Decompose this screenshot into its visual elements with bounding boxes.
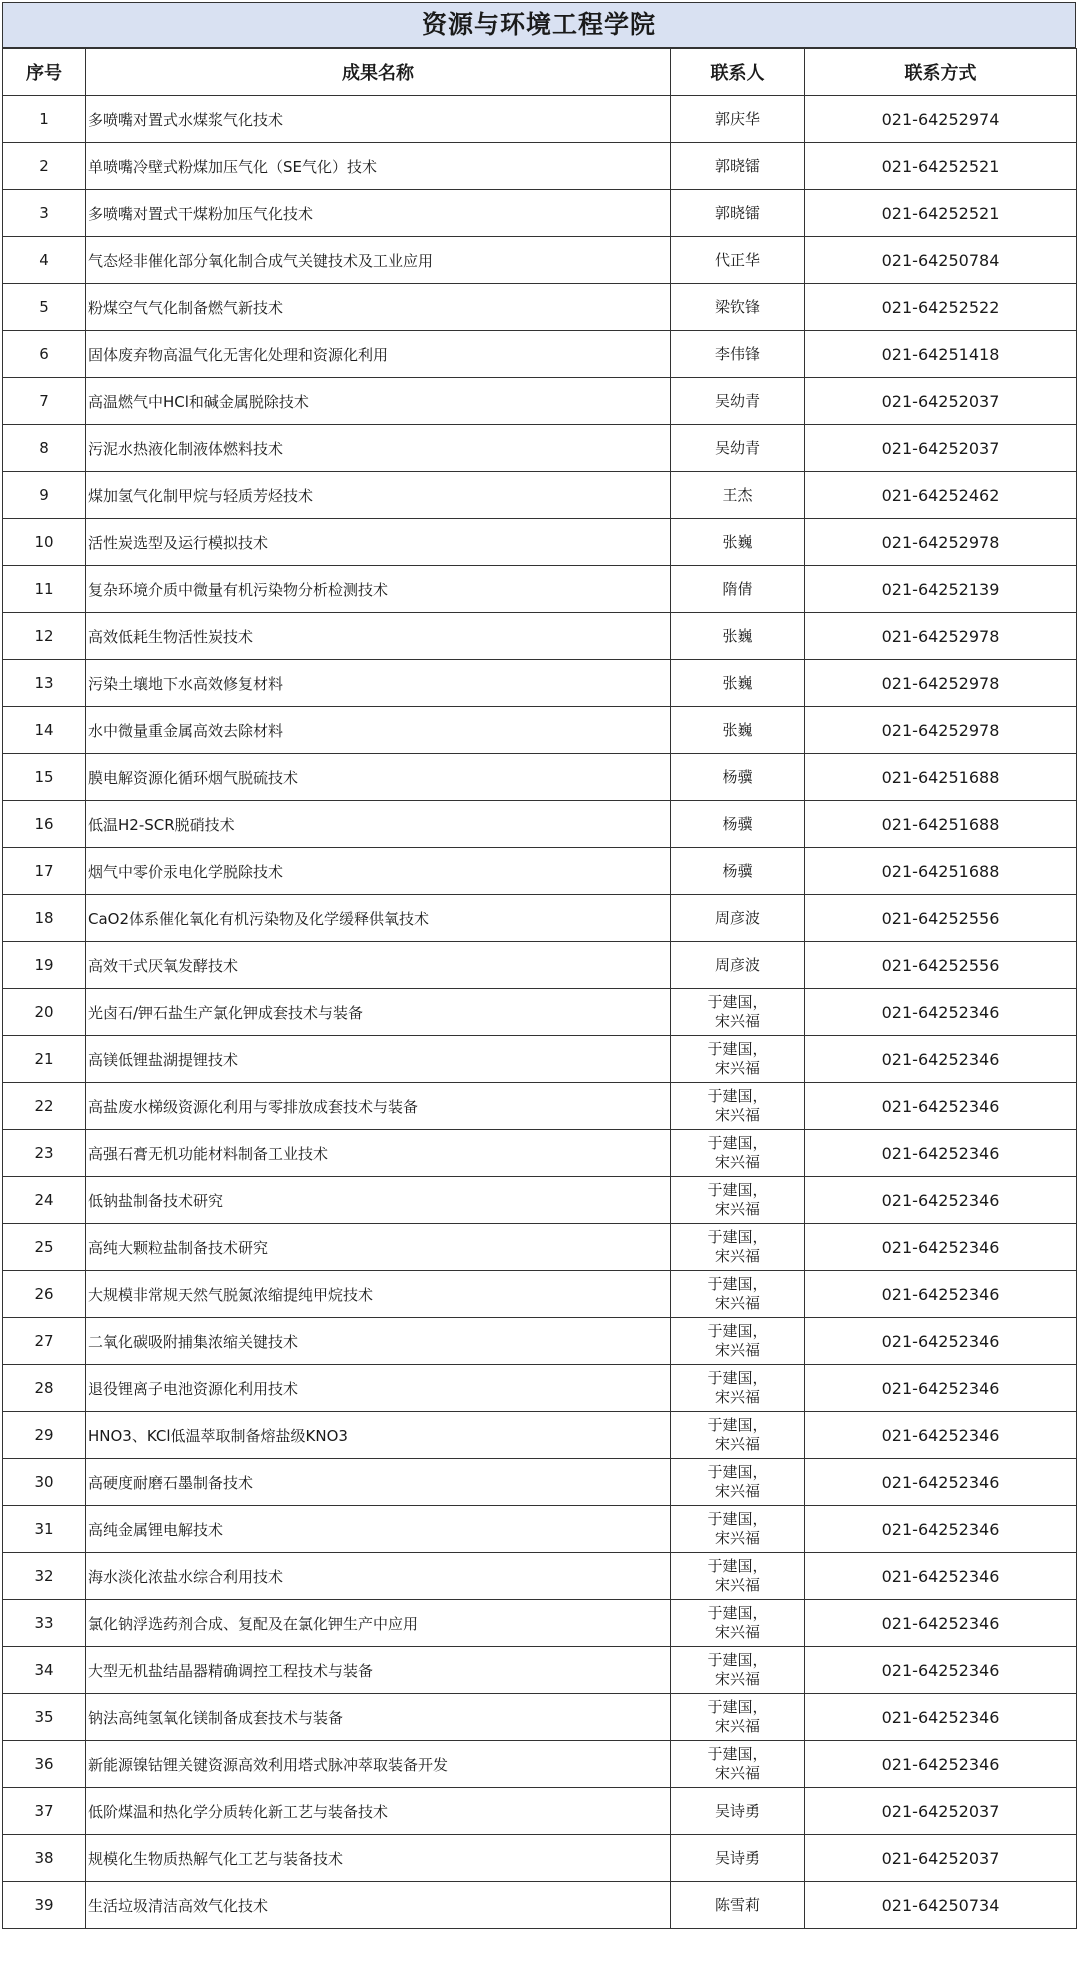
contact-person-name: 于建国， [707, 1651, 768, 1669]
contact-person-name-2: 宋兴福 [714, 1670, 760, 1688]
header-achievement-name: 成果名称 [86, 49, 671, 96]
achievement-name: 海水淡化浓盐水综合利用技术 [86, 1553, 671, 1600]
achievement-name: 高盐废水梯级资源化利用与零排放成套技术与装备 [86, 1083, 671, 1130]
table-row [3, 1177, 1077, 1224]
row-index: 11 [3, 566, 86, 613]
contact-person-name: 郭晓镭 [714, 203, 760, 222]
contact-person [671, 1694, 805, 1741]
contact-person-name: 李伟锋 [714, 344, 760, 363]
contact-person [671, 519, 805, 566]
contact-person [671, 1318, 805, 1365]
row-index: 12 [3, 613, 86, 660]
contact-phone: 021-64252346 [805, 1365, 1077, 1412]
contact-phone: 021-64252556 [805, 942, 1077, 989]
contact-person [671, 1365, 805, 1412]
contact-phone: 021-64252978 [805, 660, 1077, 707]
row-index: 39 [3, 1882, 86, 1929]
achievement-name: 水中微量重金属高效去除材料 [86, 707, 671, 754]
table-row [3, 1741, 1077, 1788]
contact-person-name-2: 宋兴福 [714, 1388, 760, 1406]
achievement-name: 低温H2-SCR脱硝技术 [86, 801, 671, 848]
achievement-name: 氯化钠浮选药剂合成、复配及在氯化钾生产中应用 [86, 1600, 671, 1647]
contact-person-name: 于建国， [707, 1557, 768, 1575]
contact-phone: 021-64252346 [805, 1506, 1077, 1553]
table-row [3, 754, 1077, 801]
contact-person [671, 801, 805, 848]
contact-phone: 021-64252037 [805, 378, 1077, 425]
contact-person-name: 吴幼青 [714, 391, 760, 410]
row-index: 19 [3, 942, 86, 989]
contact-phone: 021-64252346 [805, 1177, 1077, 1224]
contact-person-name: 吴诗勇 [714, 1848, 760, 1867]
contact-person-name-2: 宋兴福 [714, 1012, 760, 1030]
contact-phone: 021-64252346 [805, 1553, 1077, 1600]
document-sheet [2, 2, 1076, 1929]
table-row [3, 895, 1077, 942]
contact-person [671, 1553, 805, 1600]
table-row [3, 989, 1077, 1036]
contact-phone: 021-64252346 [805, 1459, 1077, 1506]
contact-person [671, 1741, 805, 1788]
row-index: 29 [3, 1412, 86, 1459]
contact-person [671, 96, 805, 143]
contact-phone: 021-64252346 [805, 1036, 1077, 1083]
contact-phone: 021-64252037 [805, 1835, 1077, 1882]
contact-person-name-2: 宋兴福 [714, 1435, 760, 1453]
contact-person [671, 1600, 805, 1647]
table-row [3, 1506, 1077, 1553]
contact-person-name-2: 宋兴福 [714, 1482, 760, 1500]
table-row [3, 1412, 1077, 1459]
contact-person-name: 于建国， [707, 993, 768, 1011]
table-row [3, 1835, 1077, 1882]
achievement-name: 煤加氢气化制甲烷与轻质芳烃技术 [86, 472, 671, 519]
contact-person-name-2: 宋兴福 [714, 1623, 760, 1641]
contact-person-name: 张巍 [722, 532, 753, 551]
table-row [3, 1553, 1077, 1600]
contact-phone: 021-64252346 [805, 989, 1077, 1036]
achievement-name: 活性炭选型及运行模拟技术 [86, 519, 671, 566]
contact-person-name-2: 宋兴福 [714, 1059, 760, 1077]
contact-person-name: 于建国， [707, 1275, 768, 1293]
contact-person-name: 于建国， [707, 1181, 768, 1199]
contact-phone: 021-64252037 [805, 1788, 1077, 1835]
contact-phone: 021-64252978 [805, 707, 1077, 754]
table-header-row [3, 49, 1077, 96]
table-row [3, 143, 1077, 190]
achievement-name: 高硬度耐磨石墨制备技术 [86, 1459, 671, 1506]
achievement-name: 复杂环境介质中微量有机污染物分析检测技术 [86, 566, 671, 613]
row-index: 14 [3, 707, 86, 754]
contact-person [671, 284, 805, 331]
table-row [3, 237, 1077, 284]
contact-person-name: 陈雪莉 [714, 1895, 760, 1914]
table-row [3, 707, 1077, 754]
table-row [3, 1600, 1077, 1647]
contact-phone: 021-64252556 [805, 895, 1077, 942]
row-index: 4 [3, 237, 86, 284]
table-row [3, 472, 1077, 519]
contact-person [671, 1647, 805, 1694]
contact-person-name: 于建国， [707, 1698, 768, 1716]
achievement-name: 高纯金属锂电解技术 [86, 1506, 671, 1553]
contact-phone: 021-64252522 [805, 284, 1077, 331]
table-row [3, 425, 1077, 472]
row-index: 17 [3, 848, 86, 895]
achievement-name: 高效低耗生物活性炭技术 [86, 613, 671, 660]
contact-person-name: 王杰 [722, 485, 753, 504]
row-index: 38 [3, 1835, 86, 1882]
contact-person [671, 707, 805, 754]
header-index: 序号 [3, 49, 86, 96]
achievement-name: 生活垃圾清洁高效气化技术 [86, 1882, 671, 1929]
table-row [3, 1036, 1077, 1083]
header-contact-person: 联系人 [671, 49, 805, 96]
achievement-name: 低钠盐制备技术研究 [86, 1177, 671, 1224]
achievement-name: HNO3、KCl低温萃取制备熔盐级KNO3 [86, 1412, 671, 1459]
row-index: 28 [3, 1365, 86, 1412]
achievement-name: 二氧化碳吸附捕集浓缩关键技术 [86, 1318, 671, 1365]
row-index: 32 [3, 1553, 86, 1600]
row-index: 21 [3, 1036, 86, 1083]
achievement-name: 高强石膏无机功能材料制备工业技术 [86, 1130, 671, 1177]
contact-person-name: 张巍 [722, 626, 753, 645]
achievement-name: 粉煤空气气化制备燃气新技术 [86, 284, 671, 331]
contact-phone: 021-64252346 [805, 1318, 1077, 1365]
contact-person [671, 660, 805, 707]
contact-person [671, 942, 805, 989]
row-index: 7 [3, 378, 86, 425]
achievement-name: 膜电解资源化循环烟气脱硫技术 [86, 754, 671, 801]
achievement-name: 光卤石/钾石盐生产氯化钾成套技术与装备 [86, 989, 671, 1036]
table-row [3, 284, 1077, 331]
contact-person-name: 吴诗勇 [714, 1801, 760, 1820]
achievement-name: 高镁低锂盐湖提锂技术 [86, 1036, 671, 1083]
contact-person-name: 于建国， [707, 1510, 768, 1528]
contact-phone: 021-64250784 [805, 237, 1077, 284]
contact-person-name-2: 宋兴福 [714, 1576, 760, 1594]
contact-person [671, 425, 805, 472]
row-index: 25 [3, 1224, 86, 1271]
contact-person-name: 郭晓镭 [714, 156, 760, 175]
table-row [3, 1459, 1077, 1506]
contact-phone: 021-64252346 [805, 1600, 1077, 1647]
achievement-name: 大型无机盐结晶器精确调控工程技术与装备 [86, 1647, 671, 1694]
table-row [3, 848, 1077, 895]
row-index: 8 [3, 425, 86, 472]
achievement-name: 高效干式厌氧发酵技术 [86, 942, 671, 989]
table-row [3, 1788, 1077, 1835]
table-row [3, 331, 1077, 378]
achievement-name: 污泥水热液化制液体燃料技术 [86, 425, 671, 472]
table-row [3, 190, 1077, 237]
contact-person-name: 代正华 [714, 250, 760, 269]
contact-person-name-2: 宋兴福 [714, 1106, 760, 1124]
row-index: 3 [3, 190, 86, 237]
achievement-name: 低阶煤温和热化学分质转化新工艺与装备技术 [86, 1788, 671, 1835]
contact-person-name: 于建国， [707, 1463, 768, 1481]
achievement-name: 高纯大颗粒盐制备技术研究 [86, 1224, 671, 1271]
contact-person-name: 郭庆华 [714, 109, 760, 128]
contact-phone: 021-64252521 [805, 143, 1077, 190]
contact-person [671, 1083, 805, 1130]
contact-phone: 021-64252346 [805, 1224, 1077, 1271]
contact-phone: 021-64252139 [805, 566, 1077, 613]
row-index: 33 [3, 1600, 86, 1647]
contact-phone: 021-64250734 [805, 1882, 1077, 1929]
contact-phone: 021-64252346 [805, 1083, 1077, 1130]
contact-phone: 021-64251688 [805, 848, 1077, 895]
contact-person-name: 梁钦锋 [714, 297, 760, 316]
achievements-table [2, 48, 1077, 1929]
contact-phone: 021-64252346 [805, 1694, 1077, 1741]
contact-person-name-2: 宋兴福 [714, 1717, 760, 1735]
row-index: 15 [3, 754, 86, 801]
table-row [3, 942, 1077, 989]
row-index: 27 [3, 1318, 86, 1365]
contact-person-name: 隋倩 [722, 579, 753, 598]
contact-person [671, 989, 805, 1036]
row-index: 34 [3, 1647, 86, 1694]
row-index: 10 [3, 519, 86, 566]
contact-person-name: 于建国， [707, 1087, 768, 1105]
row-index: 13 [3, 660, 86, 707]
contact-person [671, 1835, 805, 1882]
contact-person-name: 于建国， [707, 1416, 768, 1434]
contact-phone: 021-64252521 [805, 190, 1077, 237]
contact-phone: 021-64251688 [805, 801, 1077, 848]
contact-person-name: 于建国， [707, 1134, 768, 1152]
contact-person [671, 1130, 805, 1177]
row-index: 30 [3, 1459, 86, 1506]
contact-person-name: 周彦波 [714, 908, 760, 927]
contact-phone: 021-64252346 [805, 1412, 1077, 1459]
contact-phone: 021-64252346 [805, 1130, 1077, 1177]
contact-person-name: 于建国， [707, 1322, 768, 1340]
contact-phone: 021-64252346 [805, 1647, 1077, 1694]
achievement-name: 退役锂离子电池资源化利用技术 [86, 1365, 671, 1412]
contact-person-name-2: 宋兴福 [714, 1764, 760, 1782]
contact-person [671, 895, 805, 942]
contact-person-name-2: 宋兴福 [714, 1153, 760, 1171]
achievement-name: CaO2体系催化氧化有机污染物及化学缓释供氧技术 [86, 895, 671, 942]
contact-person [671, 1271, 805, 1318]
table-row [3, 566, 1077, 613]
contact-person-name: 张巍 [722, 673, 753, 692]
achievement-name: 规模化生物质热解气化工艺与装备技术 [86, 1835, 671, 1882]
contact-phone: 021-64252346 [805, 1271, 1077, 1318]
achievement-name: 单喷嘴冷壁式粉煤加压气化（SE气化）技术 [86, 143, 671, 190]
contact-phone: 021-64252462 [805, 472, 1077, 519]
contact-person [671, 472, 805, 519]
table-row [3, 1647, 1077, 1694]
contact-phone: 021-64252978 [805, 613, 1077, 660]
table-row [3, 613, 1077, 660]
contact-person-name: 杨骥 [722, 861, 753, 880]
table-row [3, 1694, 1077, 1741]
contact-person [671, 848, 805, 895]
contact-person-name: 于建国， [707, 1040, 768, 1058]
table-row [3, 1271, 1077, 1318]
contact-person [671, 1224, 805, 1271]
contact-person [671, 566, 805, 613]
table-body [3, 96, 1077, 1929]
contact-person [671, 190, 805, 237]
row-index: 31 [3, 1506, 86, 1553]
row-index: 23 [3, 1130, 86, 1177]
achievement-name: 钠法高纯氢氧化镁制备成套技术与装备 [86, 1694, 671, 1741]
contact-person [671, 613, 805, 660]
contact-person-name: 吴幼青 [714, 438, 760, 457]
contact-phone: 021-64252346 [805, 1741, 1077, 1788]
contact-person-name-2: 宋兴福 [714, 1200, 760, 1218]
table-row [3, 96, 1077, 143]
contact-person [671, 1788, 805, 1835]
achievement-name: 大规模非常规天然气脱氮浓缩提纯甲烷技术 [86, 1271, 671, 1318]
contact-person-name: 于建国， [707, 1745, 768, 1763]
contact-person [671, 1506, 805, 1553]
contact-person [671, 1177, 805, 1224]
row-index: 35 [3, 1694, 86, 1741]
contact-phone: 021-64252037 [805, 425, 1077, 472]
achievement-name: 气态烃非催化部分氧化制合成气关键技术及工业应用 [86, 237, 671, 284]
contact-person [671, 1882, 805, 1929]
row-index: 18 [3, 895, 86, 942]
row-index: 9 [3, 472, 86, 519]
row-index: 5 [3, 284, 86, 331]
contact-person-name-2: 宋兴福 [714, 1341, 760, 1359]
contact-person [671, 143, 805, 190]
row-index: 16 [3, 801, 86, 848]
contact-person [671, 331, 805, 378]
contact-person [671, 378, 805, 425]
contact-person [671, 1412, 805, 1459]
table-row [3, 519, 1077, 566]
contact-person-name: 周彦波 [714, 955, 760, 974]
achievement-name: 固体废弃物高温气化无害化处理和资源化利用 [86, 331, 671, 378]
row-index: 26 [3, 1271, 86, 1318]
contact-person-name-2: 宋兴福 [714, 1294, 760, 1312]
table-row [3, 660, 1077, 707]
row-index: 37 [3, 1788, 86, 1835]
contact-person-name: 张巍 [722, 720, 753, 739]
achievement-name: 高温燃气中HCl和碱金属脱除技术 [86, 378, 671, 425]
contact-person [671, 1036, 805, 1083]
table-row [3, 801, 1077, 848]
contact-person-name: 杨骥 [722, 767, 753, 786]
achievement-name: 新能源镍钴锂关键资源高效利用塔式脉冲萃取装备开发 [86, 1741, 671, 1788]
table-row [3, 1083, 1077, 1130]
table-row [3, 1318, 1077, 1365]
contact-phone: 021-64251688 [805, 754, 1077, 801]
achievement-name: 多喷嘴对置式干煤粉加压气化技术 [86, 190, 671, 237]
contact-person-name: 于建国， [707, 1369, 768, 1387]
achievement-name: 烟气中零价汞电化学脱除技术 [86, 848, 671, 895]
row-index: 36 [3, 1741, 86, 1788]
contact-person-name-2: 宋兴福 [714, 1247, 760, 1265]
row-index: 1 [3, 96, 86, 143]
page-title: 资源与环境工程学院 [2, 2, 1076, 48]
achievement-name: 污染土壤地下水高效修复材料 [86, 660, 671, 707]
row-index: 22 [3, 1083, 86, 1130]
achievement-name: 多喷嘴对置式水煤浆气化技术 [86, 96, 671, 143]
contact-person-name-2: 宋兴福 [714, 1529, 760, 1547]
contact-phone: 021-64252974 [805, 96, 1077, 143]
contact-person [671, 1459, 805, 1506]
contact-person-name: 杨骥 [722, 814, 753, 833]
contact-person [671, 237, 805, 284]
contact-person [671, 754, 805, 801]
contact-phone: 021-64251418 [805, 331, 1077, 378]
table-row [3, 1224, 1077, 1271]
row-index: 24 [3, 1177, 86, 1224]
contact-person-name: 于建国， [707, 1604, 768, 1622]
contact-phone: 021-64252978 [805, 519, 1077, 566]
header-contact-info: 联系方式 [805, 49, 1077, 96]
table-row [3, 1882, 1077, 1929]
contact-person-name: 于建国， [707, 1228, 768, 1246]
table-row [3, 1365, 1077, 1412]
row-index: 20 [3, 989, 86, 1036]
row-index: 6 [3, 331, 86, 378]
table-row [3, 1130, 1077, 1177]
table-row [3, 378, 1077, 425]
row-index: 2 [3, 143, 86, 190]
